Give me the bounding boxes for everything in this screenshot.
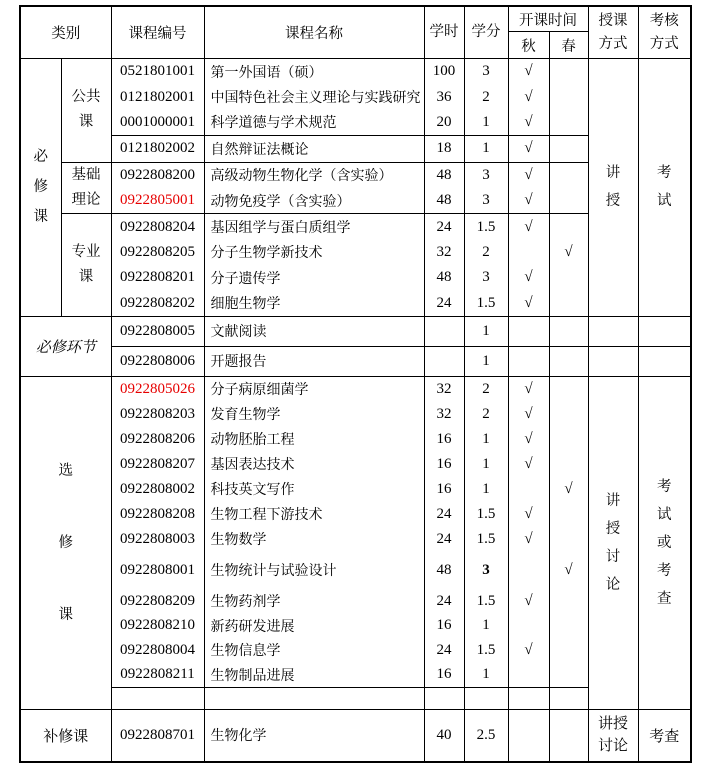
col-autumn-reqC: [508, 162, 549, 214]
spring-checkmark: [550, 188, 588, 213]
course-hours: 36: [436, 88, 452, 105]
col-course-name-reqA: [204, 59, 424, 136]
teach-method-elective: [588, 376, 638, 709]
course-name: 生物数学: [210, 533, 267, 549]
course-number: 0922808206: [120, 430, 195, 447]
course-credits: 1: [482, 617, 490, 634]
course-hours: 24: [436, 294, 452, 311]
course-number: 0922808004: [120, 641, 195, 658]
course-number-cell: 0922808701: [111, 709, 204, 762]
subcategory-public-label: 公共课: [71, 89, 101, 131]
course-hours: 100: [432, 63, 456, 80]
autumn-checkmark: [509, 477, 549, 502]
spring-checkmark: [550, 214, 588, 239]
col-course-number-reqA: [111, 59, 204, 136]
course-name: 科学道德与学术规范: [210, 116, 337, 132]
course-name: 生物药剂学: [210, 595, 281, 611]
autumn-checkmark: √: [524, 63, 533, 80]
course-credits: 1.5: [476, 592, 496, 609]
col-course-number-reqC: [111, 162, 204, 214]
course-hours: 16: [436, 666, 452, 683]
course-credits: 1: [482, 455, 490, 472]
course-credits: 1.5: [476, 530, 496, 547]
course-credits: 1: [482, 113, 490, 130]
category-makeup: 补修课: [20, 709, 111, 762]
course-number: 0121802001: [120, 88, 195, 105]
course-hours: 24: [436, 592, 452, 609]
header-teach-method: [588, 6, 638, 59]
course-hours: 48: [436, 269, 452, 286]
autumn-checkmark: √: [524, 530, 533, 547]
course-name: 第一外国语（硕）: [210, 65, 323, 81]
course-number: 0922808200: [120, 166, 195, 183]
autumn-checkmark: √: [524, 166, 533, 183]
course-credits: 2: [482, 243, 490, 260]
autumn-checkmark: [509, 240, 549, 265]
assess-method-required: [638, 59, 691, 317]
course-name: 基因表达技术: [210, 458, 295, 474]
course-name: 生物信息学: [210, 644, 281, 660]
autumn-checkmark: √: [524, 455, 533, 472]
autumn-checkmark: √: [524, 430, 533, 447]
course-number: 0121802002: [120, 140, 195, 157]
autumn-checkmark: √: [524, 140, 533, 157]
course-name: 生物制品进展: [210, 668, 295, 684]
course-number: 0922808203: [120, 405, 195, 422]
spring-checkmark: [550, 291, 588, 316]
course-number: 0922808202: [120, 294, 195, 311]
col-hours-elective: [424, 376, 464, 687]
course-hours-cell: [424, 316, 464, 346]
teach-method-required-value: 讲授: [605, 165, 621, 210]
col-credits-reqD: [464, 214, 508, 317]
course-name: 分子病原细菌学: [210, 383, 309, 399]
course-name-cell: 文献阅读: [204, 316, 424, 346]
empty-autumn-cell: [508, 687, 549, 709]
header-category: 类别: [20, 6, 111, 59]
course-credits-cell: 1: [464, 346, 508, 376]
course-credits: 2: [482, 88, 490, 105]
category-required-label: 必修课: [33, 149, 48, 226]
course-credits: 1.5: [476, 218, 496, 235]
col-hours-reqD: [424, 214, 464, 317]
curriculum-table: [19, 5, 692, 763]
assess-method-cell: [638, 346, 691, 376]
course-name: 分子生物学新技术: [210, 246, 323, 262]
col-hours-reqC: [424, 162, 464, 214]
category-required: [20, 59, 61, 317]
course-name: 发育生物学: [210, 408, 281, 424]
course-number-cell: 0922808005: [111, 316, 204, 346]
autumn-checkmark: √: [524, 592, 533, 609]
course-name: 科技英文写作: [210, 483, 295, 499]
col-autumn-elective: [508, 376, 549, 687]
header-spring: 春: [549, 32, 588, 59]
spring-cell: [549, 316, 588, 346]
col-course-name-reqC: [204, 162, 424, 214]
spring-checkmark: [550, 638, 588, 663]
empty-spring-cell: [549, 687, 588, 709]
spring-checkmark: [550, 427, 588, 452]
col-course-name-reqB: [204, 136, 424, 162]
empty-credits-cell: [464, 687, 508, 709]
col-course-number-elective: [111, 376, 204, 687]
spring-checkmark: [550, 502, 588, 527]
course-hours: 16: [436, 617, 452, 634]
spring-checkmark: [550, 527, 588, 552]
spring-checkmark: [550, 662, 588, 687]
header-teach-method-label: 授课方式: [598, 12, 628, 52]
assess-method-cell: [638, 316, 691, 346]
course-hours: 48: [436, 561, 452, 578]
course-number: 0922808003: [120, 530, 195, 547]
category-elective-label: 选修课: [58, 462, 73, 623]
autumn-checkmark: √: [524, 294, 533, 311]
course-hours: 16: [436, 480, 452, 497]
autumn-checkmark: √: [524, 380, 533, 397]
autumn-checkmark: √: [524, 405, 533, 422]
course-hours: 18: [436, 140, 452, 157]
teach-method-cell: [588, 316, 638, 346]
autumn-checkmark: [509, 552, 549, 589]
teach-method-cell: [588, 709, 638, 762]
course-name: 基因组学与蛋白质组学: [210, 221, 351, 237]
col-credits-elective: [464, 376, 508, 687]
header-course-number: 课程编号: [111, 6, 204, 59]
spring-checkmark: √: [564, 480, 573, 497]
header-open-time: 开课时间: [508, 6, 588, 32]
course-number: 0922805026: [120, 380, 195, 397]
col-spring-reqA: [549, 59, 588, 136]
course-credits: 3: [482, 63, 490, 80]
course-credits: 3: [482, 269, 490, 286]
course-hours: 24: [436, 641, 452, 658]
course-name: 细胞生物学: [210, 297, 281, 313]
header-course-name: 课程名称: [204, 6, 424, 59]
course-hours: 20: [436, 113, 452, 130]
col-credits-reqC: [464, 162, 508, 214]
autumn-checkmark: √: [524, 88, 533, 105]
teach-method-required: [588, 59, 638, 317]
col-autumn-reqD: [508, 214, 549, 317]
subcategory-professional-label: 专业课: [71, 244, 101, 286]
course-hours: 24: [436, 218, 452, 235]
course-name: 动物免疫学（含实验）: [210, 194, 351, 210]
subcategory-basic-theory-label: 基础理论: [71, 166, 101, 208]
spring-checkmark: [550, 452, 588, 477]
course-hours: 16: [436, 430, 452, 447]
header-assess-method-label: 考核方式: [649, 12, 679, 52]
subcategory-public: [61, 59, 111, 163]
col-course-number-reqD: [111, 214, 204, 317]
assess-method-required-value: 考试: [657, 165, 672, 210]
teach-method-elective-value: 讲授讨论: [605, 492, 621, 593]
course-number: 0922808205: [120, 243, 195, 260]
course-name-cell: 生物化学: [204, 709, 424, 762]
course-credits: 1.5: [476, 294, 496, 311]
course-hours-cell: [424, 346, 464, 376]
course-credits: 2: [482, 405, 490, 422]
spring-checkmark: [550, 163, 588, 188]
course-name: 新药研发进展: [210, 619, 295, 635]
autumn-checkmark: √: [524, 641, 533, 658]
spring-checkmark: [550, 84, 588, 109]
spring-cell: [549, 709, 588, 762]
spring-cell: [549, 346, 588, 376]
autumn-checkmark: √: [524, 192, 533, 209]
col-hours-reqA: [424, 59, 464, 136]
course-number: 0922808208: [120, 505, 195, 522]
course-name: 高级动物生物化学（含实验）: [210, 169, 393, 185]
course-name: 中国特色社会主义理论与实践研究: [210, 91, 421, 107]
assess-method-elective: [638, 376, 691, 709]
subcategory-professional: [61, 214, 111, 317]
spring-checkmark: √: [564, 243, 573, 260]
col-course-number-reqB: [111, 136, 204, 162]
col-spring-reqB: [549, 136, 588, 162]
course-hours: 48: [436, 166, 452, 183]
course-name: 动物胚胎工程: [210, 433, 295, 449]
course-number: 0922805001: [120, 192, 195, 209]
spring-checkmark: [550, 613, 588, 638]
course-hours: 16: [436, 455, 452, 472]
spring-checkmark: [550, 59, 588, 84]
course-credits: 1: [482, 480, 490, 497]
autumn-checkmark: [509, 662, 549, 687]
course-number: 0922808207: [120, 455, 195, 472]
course-hours: 48: [436, 192, 452, 209]
assess-method-elective-value: 考试或考查: [657, 478, 672, 607]
course-credits: 1.5: [476, 641, 496, 658]
course-credits: 1: [482, 666, 490, 683]
course-credits: 3: [482, 166, 490, 183]
category-required-steps-label: 必修环节: [35, 339, 96, 356]
course-credits: 1.5: [476, 505, 496, 522]
course-number: 0922808209: [120, 592, 195, 609]
course-credits: 2: [482, 380, 490, 397]
col-course-name-reqD: [204, 214, 424, 317]
spring-checkmark: [550, 110, 588, 135]
course-credits: 3: [482, 561, 490, 578]
header-autumn: 秋: [508, 32, 549, 59]
col-course-name-elective: [204, 376, 424, 687]
teach-method-makeup-value: 讲授讨论: [598, 716, 629, 755]
autumn-checkmark: √: [524, 218, 533, 235]
course-hours: 32: [436, 380, 452, 397]
empty-hours-cell: [424, 687, 464, 709]
autumn-checkmark: √: [524, 113, 533, 130]
col-hours-reqB: [424, 136, 464, 162]
course-number: 0922808001: [120, 561, 195, 578]
course-credits: 3: [482, 192, 490, 209]
header-hours: [424, 6, 464, 59]
course-hours: 32: [436, 405, 452, 422]
autumn-checkmark: √: [524, 269, 533, 286]
category-elective: [20, 376, 111, 709]
col-credits-reqB: [464, 136, 508, 162]
course-credits: 1: [482, 430, 490, 447]
course-name: 生物统计与试验设计: [210, 564, 337, 580]
course-name: 分子遗传学: [210, 271, 281, 287]
course-name: 生物工程下游技术: [210, 508, 323, 524]
autumn-checkmark: √: [524, 505, 533, 522]
teach-method-cell: [588, 346, 638, 376]
header-credits-label: 学分: [471, 24, 501, 40]
assess-method-cell: 考查: [638, 709, 691, 762]
course-number: 0922808201: [120, 269, 195, 286]
spring-checkmark: [550, 402, 588, 427]
autumn-cell: [508, 346, 549, 376]
course-number: 0001000001: [120, 113, 195, 130]
col-spring-reqD: [549, 214, 588, 317]
autumn-cell: [508, 316, 549, 346]
spring-checkmark: [550, 589, 588, 614]
course-number: 0922808211: [120, 666, 195, 683]
course-number: 0521801001: [120, 63, 195, 80]
course-number: 0922808210: [120, 617, 195, 634]
spring-checkmark: [550, 265, 588, 290]
course-hours: 32: [436, 243, 452, 260]
spring-checkmark: [550, 136, 588, 161]
course-number-cell: 0922808006: [111, 346, 204, 376]
subcategory-basic-theory: [61, 162, 111, 214]
col-spring-elective: [549, 376, 588, 687]
course-number: 0922808204: [120, 218, 195, 235]
course-credits-cell: 2.5: [464, 709, 508, 762]
course-credits-cell: 1: [464, 316, 508, 346]
course-credits: 1: [482, 140, 490, 157]
spring-checkmark: [550, 377, 588, 402]
empty-course-number-cell: [111, 687, 204, 709]
spring-checkmark: √: [564, 561, 573, 578]
col-autumn-reqA: [508, 59, 549, 136]
category-required-steps: [20, 316, 111, 376]
course-name: 自然辩证法概论: [210, 142, 309, 158]
course-hours: 24: [436, 505, 452, 522]
col-credits-reqA: [464, 59, 508, 136]
header-credits: [464, 6, 508, 59]
col-autumn-reqB: [508, 136, 549, 162]
header-hours-label: 学时: [429, 24, 459, 40]
autumn-cell: [508, 709, 549, 762]
empty-course-name-cell: [204, 687, 424, 709]
course-hours: 24: [436, 530, 452, 547]
course-name-cell: 开题报告: [204, 346, 424, 376]
header-assess-method: [638, 6, 691, 59]
course-number: 0922808002: [120, 480, 195, 497]
autumn-checkmark: [509, 613, 549, 638]
col-spring-reqC: [549, 162, 588, 214]
course-hours-cell: 40: [424, 709, 464, 762]
